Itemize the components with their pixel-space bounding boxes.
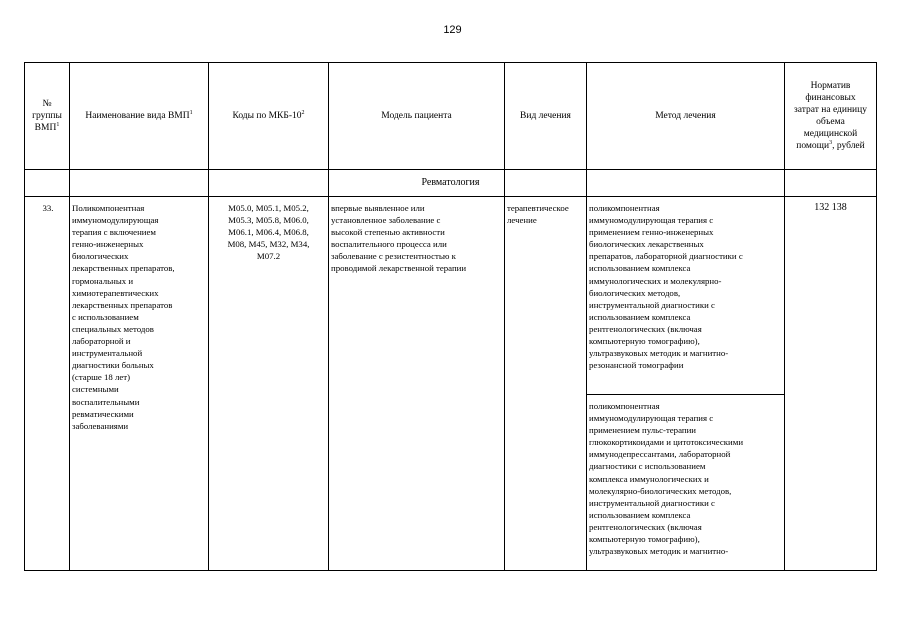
section-title: Ревматология [421,177,480,188]
header-treatment-method: Метод лечения [655,111,716,121]
row-cost: 132 138 [814,202,847,213]
header-cost-norm: Норматив финансовых затрат на единицу объема медицинской помощи$^3$, рублей [794,81,867,151]
header-treatment-type: Вид лечения [520,111,571,121]
header-icd-codes: Коды по МКБ-$10^2$ [232,109,305,121]
row-method-2: поликомпонентная иммуномодулирующая терапия с применением пульс-терапии глюкокортикоидами и цитотоксическими иммунодепрессантами, лабораторной диагностики с использованием комплекса иммунологических и молекулярно-биологических методов, инструментальной диагностики с использованием комплекса рентгенологических (включая компьютерную томографию), ультразвуковых методик и магнитно- [589,401,744,557]
page-number: 129 [443,24,462,36]
header-vmp-name: Наименование вида ВМП$^1$ [85,109,193,121]
header-group-no: № группы ВМП$^1$ [32,99,62,133]
row-patient-model: впервые выявленное или установленное заболевание с высокой степенью активности воспалительного процесса или заболевание с резистентностью к проводимой лекарственной терапии [331,203,467,274]
vmp-table [24,62,877,571]
row-icd-codes: M05.0, M05.1, M05.2, M05.3, M05.8, M06.0, M06.1, M06.4, M06.8, M08, M45, M32, M34, M07.2 [227,203,310,262]
section-divider [25,196,876,197]
row-method-1: поликомпонентная иммуномодулирующая терапия с применением генно-инженерных биологических лекарственных препаратов, лабораторной диагностики с использованием комплекса иммунологических и молекулярно- биологических методов, инструментальной диагностики с использованием комплекса рентгенологических (включая компьютерную томографию), ультразвуковых методик и магнитно- резонансной томографии [589,203,743,371]
header-patient-model: Модель пациента [381,111,452,121]
row-group-no: 33. [42,203,54,213]
row-vmp-name: Поликомпонентная иммуномодулирующая терапия с включением генно-инженерных биологических лекарственных препаратов, гормональных и химиотерапевтических лекарственных препаратов с использованием специальных методов лабораторной и инструментальной диагностики больных (старше 18 лет) системными воспалительными ревматическими заболеваниями [72,203,175,431]
row-treatment-type: терапевтическое лечение [507,203,569,226]
method-divider [587,394,784,395]
